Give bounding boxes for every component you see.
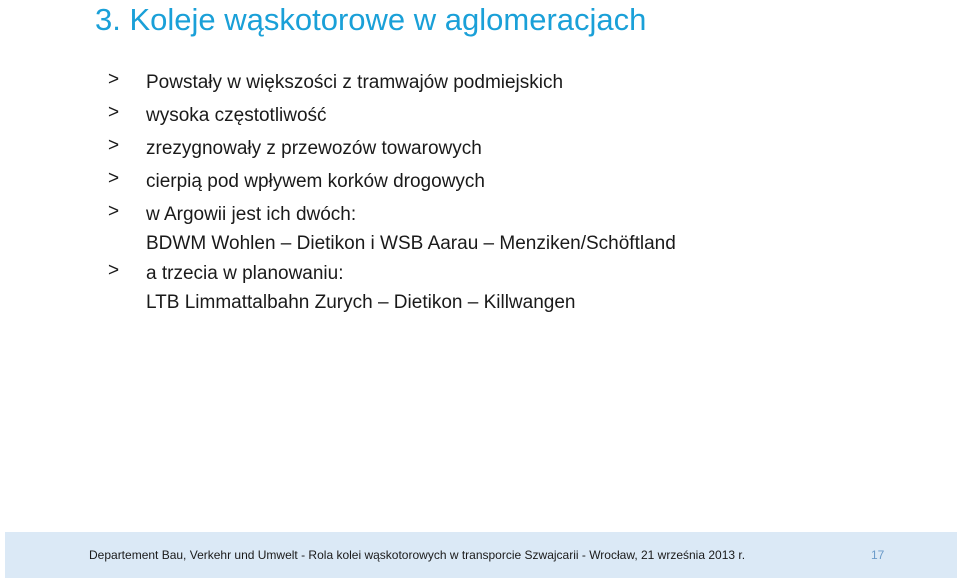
bullet-text — [146, 259, 575, 317]
bullet-text — [146, 134, 482, 163]
bullet-line: cierpią pod wpływem korków drogowych — [146, 171, 485, 192]
bullet-text — [146, 200, 676, 258]
bullet-text — [146, 167, 485, 196]
bullet-marker: > — [108, 102, 120, 123]
bullet-line: wysoka częstotliwość — [146, 105, 327, 126]
bullet-marker: > — [108, 201, 120, 222]
bullet-line: zrezygnowały z przewozów towarowych — [146, 138, 482, 159]
page-number: 17 — [871, 548, 885, 562]
bullet-line: a trzecia w planowaniu: — [146, 263, 344, 284]
footer-bar — [5, 532, 957, 578]
bullet-marker: > — [108, 69, 120, 90]
bullet-line: LTB Limmattalbahn Zurych – Dietikon – Killwangen — [146, 292, 576, 313]
bullet-line: Powstały w większości z tramwajów podmiejskich — [146, 72, 564, 93]
bullet-text — [146, 68, 563, 97]
footer-text: Departement Bau, Verkehr und Umwelt - Rola kolei wąskotorowych w transporcie Szwajcarii - Wrocław, 21 września 2013 r. — [89, 548, 746, 562]
bullet-line: BDWM Wohlen – Dietikon i WSB Aarau – Menziken/Schöftland — [146, 233, 676, 254]
bullet-text — [146, 101, 327, 130]
bullet-marker: > — [108, 135, 120, 156]
bullet-marker: > — [108, 260, 120, 281]
bullet-marker: > — [108, 168, 120, 189]
slide-title: 3. Koleje wąskotorowe w aglomeracjach — [95, 2, 647, 37]
bullet-line: w Argowii jest ich dwóch: — [146, 204, 357, 225]
